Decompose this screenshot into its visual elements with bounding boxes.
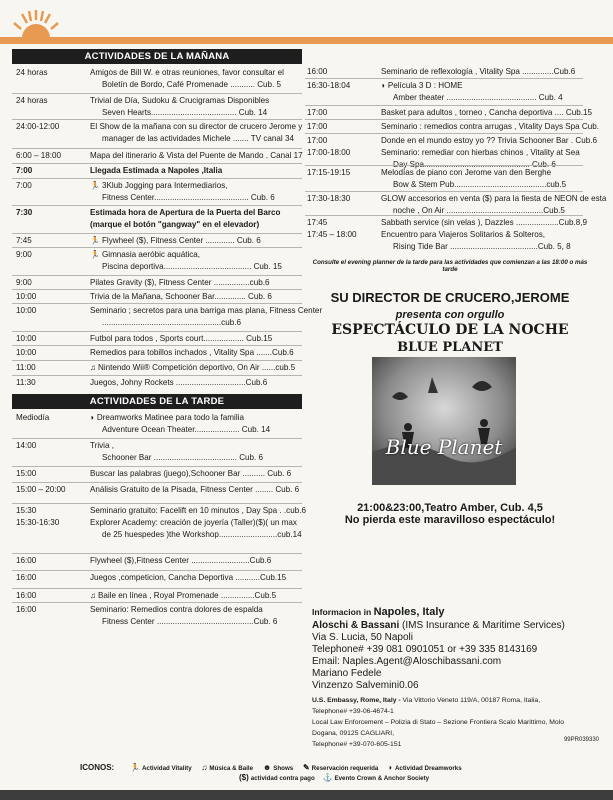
row-description [90,347,306,359]
row-divider [305,191,583,192]
row-divider [12,345,302,346]
row-description [381,121,600,133]
contact-name-2: Vinzenzo Salvemini0.06 [312,680,419,691]
legend-item: Reservación requerida [311,765,379,772]
row-line: Schooner Bar ..................................... Cub. 6 [102,453,264,462]
row-line: Fitness Center.......................................... Cub. 6 [102,193,275,202]
row-divider [12,93,302,94]
row-line: Pilates Gravity ($), Fitness Center ................cub.6 [90,278,270,287]
row-divider [12,570,302,571]
row-time: 17:15-19:15 [307,168,351,177]
row-description [90,440,306,464]
row-line: Boletín de Bordo, Café Promenade ........... Cub. 5 [102,80,282,89]
row-divider [305,165,583,166]
row-time: 10:00 [16,306,37,315]
row-line: Amber theater ........................................ Cub. 4 [393,93,563,102]
row-description [381,193,607,217]
agent-address: Via S. Lucia, 50 Napoli [312,632,413,643]
row-description [90,604,306,628]
row-description [90,150,306,162]
agent-email: Email: Naples.Agent@Aloschibassani.com [312,656,502,667]
legend-label: ICONOS: [80,763,115,772]
vitality-icon: 🏃 [90,250,100,259]
row-line: Seminario: remediar con hierbas chinos , Vitality at Sea [381,148,580,157]
row-description [90,412,306,436]
presents-line: presenta con orgullo [395,309,505,321]
row-description [381,66,583,78]
row-line: Buscar las palabras (juego),Schooner Bar .......... Cub. 6 [90,469,292,478]
police-phone: Telephone# +39-070-605-151 [312,741,402,748]
row-divider [305,105,583,106]
row-line: Seminario ; secretos para una barriga mas plana, Fitness Center [90,306,323,315]
row-line: Seminario: Remedios contra dolores de espalda [90,605,263,614]
row-time: 9:00 [16,278,32,287]
row-divider [305,133,583,134]
agent-phone: Telephone# +39 081 0901051 or +39 335 8143169 [312,644,538,655]
contact-name-1: Mariano Fedele [312,668,382,679]
embassy-phone: Telephone# +39-06-4674-1 [312,708,394,715]
row-description [90,291,306,303]
show-time: 21:00&23:00,Teatro Amber, Cub. 4,5 [357,502,543,514]
row-divider [305,78,583,79]
row-line: Seminario de reflexología , Vitality Spa ..............Cub.6 [381,67,576,76]
row-description [90,277,306,289]
row-line: Seminario : remedios contra arrugas , Vitality Days Spa Cub. [381,122,600,131]
row-line: Melodías de piano con Jerome van den Berghe [381,168,552,177]
row-divider [12,119,302,120]
row-line: Estimada hora de Apertura de la Puerta del Barco [90,208,281,217]
row-description [90,505,306,541]
row-description [90,305,323,329]
row-time: 6:00 – 18:00 [16,151,62,160]
row-line: Donde en el mundo estoy yo ?? Trivia Schooner Bar . Cub.6 [381,136,597,145]
dreamworks-icon: ◗ [90,413,95,422]
row-line: Piscina deportiva....................................... Cub. 15 [102,262,282,271]
row-time: Mediodía [16,413,50,422]
police-line-1: Local Law Enforcement – Polizia di Stato – Sezione Frontiera Scalo Marittimo, Molo [312,719,564,726]
row-line: Bow & Stem Pub.........................................cub.5 [393,180,567,189]
row-description [90,165,306,177]
row-description [90,207,306,231]
row-line: Trivia de la Mañana, Schooner Bar.............. Cub. 6 [90,292,272,301]
sun-logo-icon [14,8,58,38]
row-time: 16:00 [16,556,37,565]
row-line: Flywheel ($),Fitness Center ..........................Cub.6 [90,556,272,565]
music-icon: ♫ [90,591,96,600]
reservation-icon: ✎ [302,763,310,772]
row-divider [12,247,302,248]
row-description [90,468,306,480]
row-line: Juegos ,competicion, Cancha Deportiva ...........Cub.15 [90,573,287,582]
show-heading: ESPECTÁCULO DE LA NOCHE [331,322,569,338]
row-line: de 25 huespedes )the Workshop..........................cub.14 [102,530,302,539]
row-description [90,555,306,567]
row-line: Mapa del itinerario & Vista del Puente de Mando . Canal 17 [90,151,303,160]
row-line: Gimnasia aeróbic aquática, [101,250,201,259]
row-line: El Show de la mañana con su director de crucero Jerome y [90,122,303,131]
row-line: Basket para adultos , torneo , Cancha deportiva .... Cub.15 [381,108,593,117]
info-heading [312,607,445,618]
row-time: 9:00 [16,250,32,259]
row-line: Futbol para todos , Sports court.................. Cub.15 [90,334,273,343]
dreamworks-icon: ◗ [381,81,386,90]
row-line: (marque el botón "gangway" en el elevador) [90,220,260,229]
row-time: 15:00 – 20:00 [16,485,66,494]
row-divider [12,360,302,361]
row-time: 14:00 [16,441,37,450]
bottom-bar [0,790,613,800]
afternoon-header: ACTIVIDADES DE LA TARDE [12,394,302,409]
row-description [90,484,306,496]
row-time: 17:30-18:30 [307,194,351,203]
row-divider [12,163,302,164]
dollar-icon: ($) [239,773,249,782]
legend [80,763,462,782]
row-divider [12,466,302,467]
row-divider [12,205,302,206]
row-line: Trivial de Día, Sudoku & Crucigramas Disponibles [90,96,270,105]
row-divider [12,178,302,179]
row-description [381,107,593,119]
row-divider [12,588,302,589]
row-line: Trivia , [90,441,114,450]
agent-name: Aloschi & Bassani [312,620,400,631]
info-heading-prefix: Informacion in [312,607,374,617]
row-description [90,362,306,374]
row-line: Explorer Academy: creación de joyería (Taller)($)( un max [90,518,297,527]
row-description [90,572,306,584]
row-divider [12,503,302,504]
row-line: Flywheel ($), Fitness Center ............. Cub. 6 [101,236,261,245]
row-time: 24:00-12:00 [16,122,60,131]
row-line: Encuentro para Viajeros Solitarios & Solteros, [381,230,546,239]
embassy-address: Via Vittorio Veneto 119/A, 00187 Roma, Italia, [400,697,541,704]
row-time: 16:00 [16,605,37,614]
row-line: Remedios para tobillos inchados , Vitality Spa .......Cub.6 [90,348,294,357]
row-time: 10:00 [16,348,37,357]
row-line: Sabbath service (sin velas ), Dazzles ...................Cub.8,9 [381,218,588,227]
row-time: 17:00 [307,108,328,117]
row-time: 7:45 [16,236,32,245]
row-divider [305,119,583,120]
row-line: Película 3 D : HOME [387,81,463,90]
row-line: Adventure Ocean Theater.................... Cub. 14 [102,425,271,434]
row-time: 17:00 [307,122,328,131]
row-description [381,80,583,104]
poster-art [372,357,516,485]
shows-icon: ☻ [262,763,272,772]
row-description [90,121,306,145]
row-description [381,167,583,191]
row-time: 10:00 [16,292,37,301]
row-line: Day Spa............................................... Cub. 6 [393,160,556,169]
legend-row-2 [239,773,462,782]
row-line: Juegos, Johny Rockets ...............................Cub.6 [90,378,268,387]
row-time: 16:30-18:04 [307,81,351,90]
embassy-label: U.S. Embassy, Rome, Italy - [312,697,401,704]
dreamworks-icon: ◗ [388,763,393,772]
top-accent-bar [0,37,613,44]
anchor-icon: ⚓ [322,773,333,782]
music-icon: ♫ [90,363,96,372]
legend-item: Evento Crown & Anchor Society [334,775,430,782]
row-line: Análisis Gratuito de la Pisada, Fitness Center ........ Cub. 6 [90,485,300,494]
row-time: 17:45 17:45 – 18:00 [307,218,357,239]
row-line: Rising Tide Bar .......................................Cub. 5, 8 [393,242,571,251]
row-line: Fitness Center ...........................................Cub. 6 [102,617,278,626]
row-description [90,235,306,247]
row-description [90,95,306,119]
vitality-icon: 🏃 [129,763,140,772]
row-description [90,249,306,273]
music-icon: ♫ [201,763,208,772]
row-time: 16:00 [16,591,37,600]
row-time: 24 horas [16,96,48,105]
row-time: 15:00 [16,469,37,478]
row-time: 11:00 [16,363,36,372]
legend-item: Música & Baile [209,765,254,772]
row-description [90,590,306,602]
legend-item: Shows [273,765,294,772]
row-divider [12,482,302,483]
row-time: 7:30 [16,208,33,217]
vitality-icon: 🏃 [90,181,100,190]
row-time: 16:00 [307,67,328,76]
row-divider [305,215,583,216]
row-divider [12,303,302,304]
vitality-icon: 🏃 [90,236,100,245]
row-divider [12,275,302,276]
poster-title: Blue Planet [385,435,503,459]
row-divider [12,289,302,290]
show-tagline: No pierda este maravilloso espectáculo! [344,514,556,526]
show-name: BLUE PLANET [397,340,503,355]
row-line: manager de las actividades Michele ....... TV canal 34 [102,134,294,143]
row-line: Llegada Estimada a Napoles ,Italia [90,166,223,175]
row-divider [12,331,302,332]
row-line: Amigos de Bill W. e otras reuniones, favor consultar el [90,68,284,77]
row-line: Nintendo Wii® Competición deportivo, On Air ......cub.5 [98,363,296,372]
row-time: 7:00 [16,181,32,190]
row-line: Seven Hearts...................................... Cub. 14 [102,108,268,117]
row-time: 11:30 [16,378,36,387]
row-description [381,217,588,253]
legend-item: Actividad Dreamworks [394,765,462,772]
police-line-2: Dogana, 09125 CAGLIARI, [312,730,394,737]
row-time: 17:00 17:00-18:00 [307,136,351,157]
row-line: 3Klub Jogging para Intermediarios, [101,181,228,190]
row-divider [12,553,302,554]
row-time: 15:30 15:30-16:30 [16,506,60,527]
row-line: GLOW accesorios en venta ($) para la fiesta de NEON de esta [381,194,607,203]
row-line: noche , On Air ...........................................Cub.5 [393,206,565,215]
legend-item: Actividad Vitality [141,765,192,772]
row-time: 7:00 [16,166,33,175]
info-heading-city: Napoles, Italy [373,606,445,618]
embassy-line [312,695,540,706]
document-code: 99PR039330 [563,737,599,743]
row-description [90,377,306,389]
director-title: SU DIRECTOR DE CRUCERO,JEROME [330,290,570,305]
row-line: Seminario gratuito: Facelift en 10 minutos , Day Spa . .cub.6 [90,506,306,515]
row-time: 24 horas [16,68,48,77]
agent-desc: (IMS Insurance & Maritime Services) [402,620,565,631]
row-line: Dreamworks Matinee para todo la familia [96,413,244,422]
row-line: .....................................................cub.6 [102,318,241,327]
morning-header: ACTIVIDADES DE LA MAÑANA [12,49,302,64]
row-description [90,67,306,91]
evening-planner-note: Consulte el evening planner de la tarde para las actividades que comienzan a las 18:00 o más tarde [312,259,588,273]
row-divider [12,602,302,603]
row-description [90,180,306,204]
row-time: 10:00 [16,334,37,343]
row-line: Baile en línea , Royal Promenade ...............Cub.5 [98,591,277,600]
row-divider [12,375,302,376]
show-poster [372,357,516,485]
row-time: 16:00 [16,573,37,582]
row-description [90,333,306,345]
agent-line [312,620,565,631]
legend-item: actividad contra pago [250,775,315,782]
row-divider [12,148,302,149]
row-divider [12,438,302,439]
row-divider [12,233,302,234]
